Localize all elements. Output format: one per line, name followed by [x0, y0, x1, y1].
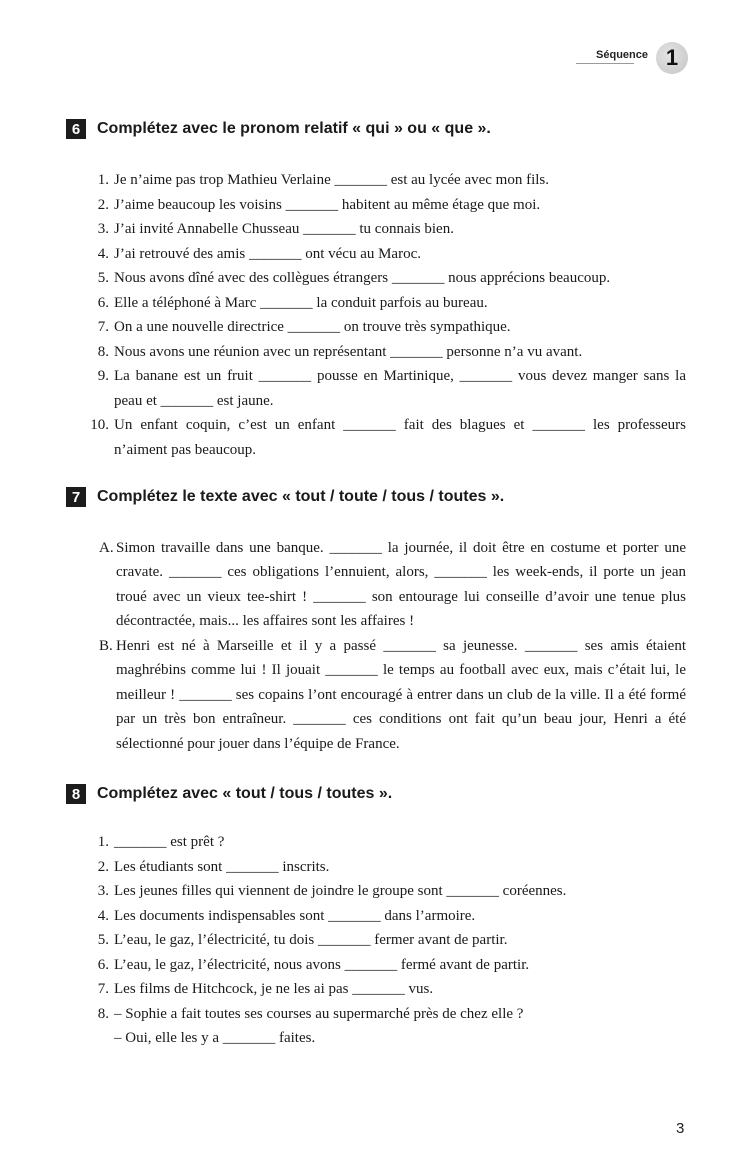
page-number: 3	[676, 1120, 685, 1137]
exercise-6-list	[88, 168, 686, 462]
exercise-7-header	[66, 487, 504, 507]
exercise-7-number: 7	[66, 487, 86, 507]
list-item: 1. Je n’aime pas trop Mathieu Verlaine _______ est au lycée avec mon fils.	[97, 172, 550, 188]
list-item: 8. – Sophie a fait toutes ses courses au supermarché près de chez elle ?	[97, 1005, 524, 1022]
list-item: 8. Nous avons une réunion avec un représentant _______ personne n’a vu avant.	[97, 343, 583, 360]
list-item: 3. Les jeunes filles qui viennent de joindre le groupe sont _______ coréennes.	[97, 883, 567, 899]
exercise-6-number: 6	[66, 119, 86, 139]
list-item: 4. J’ai retrouvé des amis _______ ont vécu au Maroc.	[97, 245, 421, 262]
exercise-8-title: Complétez avec « tout / tous / toutes ».	[97, 785, 393, 802]
list-item: 5. L’eau, le gaz, l’électricité, tu dois _______ fermer avant de partir.	[97, 932, 508, 948]
list-item: 7. Les films de Hitchcock, je ne les ai pas _______ vus.	[97, 981, 434, 997]
exercise-6-title: Complétez avec le pronom relatif « qui » ou « que ».	[97, 120, 491, 137]
list-item: 6. Elle a téléphoné à Marc _______ la conduit parfois au bureau.	[97, 294, 488, 311]
sequence-number-badge: 1	[656, 42, 688, 74]
list-item: 2. J’aime beaucoup les voisins _______ habitent au même étage que moi.	[97, 196, 541, 213]
exercise-8-list	[88, 830, 686, 1051]
exercise-6-header	[66, 119, 491, 139]
list-item: – Oui, elle les y a _______ faites.	[114, 1030, 316, 1046]
list-item: 9. La banane est un fruit _______ pousse en Martinique, _______ vous devez manger sans la peau et _______ est jaune.	[97, 368, 686, 409]
list-item: 10. Un enfant coquin, c’est un enfant _______ fait des blagues et _______ les professeurs n’aiment pas beaucoup.	[90, 417, 686, 458]
list-item: 1. _______ est prêt ?	[97, 834, 225, 850]
list-item: 3. J’ai invité Annabelle Chusseau _______ tu connais bien.	[97, 221, 454, 237]
sequence-label: Séquence	[596, 49, 648, 61]
list-item: 6. L’eau, le gaz, l’électricité, nous avons _______ fermé avant de partir.	[97, 956, 530, 973]
exercise-7-title: Complétez le texte avec « tout / toute / tous / toutes ».	[97, 488, 505, 505]
exercise-7-paragraph-a: A. Simon travaille dans une banque. _______ la journée, il doit être en costume et porter une cravate. _______ ces obligations l’ennuient, alors, _______ les week-ends, il porte un jean troué avec un vieux tee-shirt ! _______ son entourage lui conseille d’avoir une tenue plus décontractée, mais... les affaires sont les affaires !	[99, 540, 686, 630]
sequence-header	[596, 40, 688, 76]
exercise-8-number: 8	[66, 784, 86, 804]
list-item: 5. Nous avons dîné avec des collègues étrangers _______ nous apprécions beaucoup.	[97, 270, 611, 286]
exercise-8-header	[66, 784, 392, 804]
list-item: 4. Les documents indispensables sont _______ dans l’armoire.	[97, 907, 476, 924]
list-item: 2. Les étudiants sont _______ inscrits.	[97, 858, 330, 875]
exercise-7-paragraph-b: B. Henri est né à Marseille et il y a passé _______ sa jeunesse. _______ ses amis étaient maghrébins comme lui ! Il jouait _______ le temps au football avec eux, mais c’était lui, le meilleur ! _______ ses copains l’ont encouragé à entrer dans un club de la ville. Il a été formé par un très bon entraîneur. _______ ces conditions ont fait qu’un beau jour, Henri a été sélectionné pour jouer dans l’équipe de France.	[99, 638, 686, 752]
list-item: 7. On a une nouvelle directrice _______ on trouve très sympathique.	[97, 319, 511, 335]
